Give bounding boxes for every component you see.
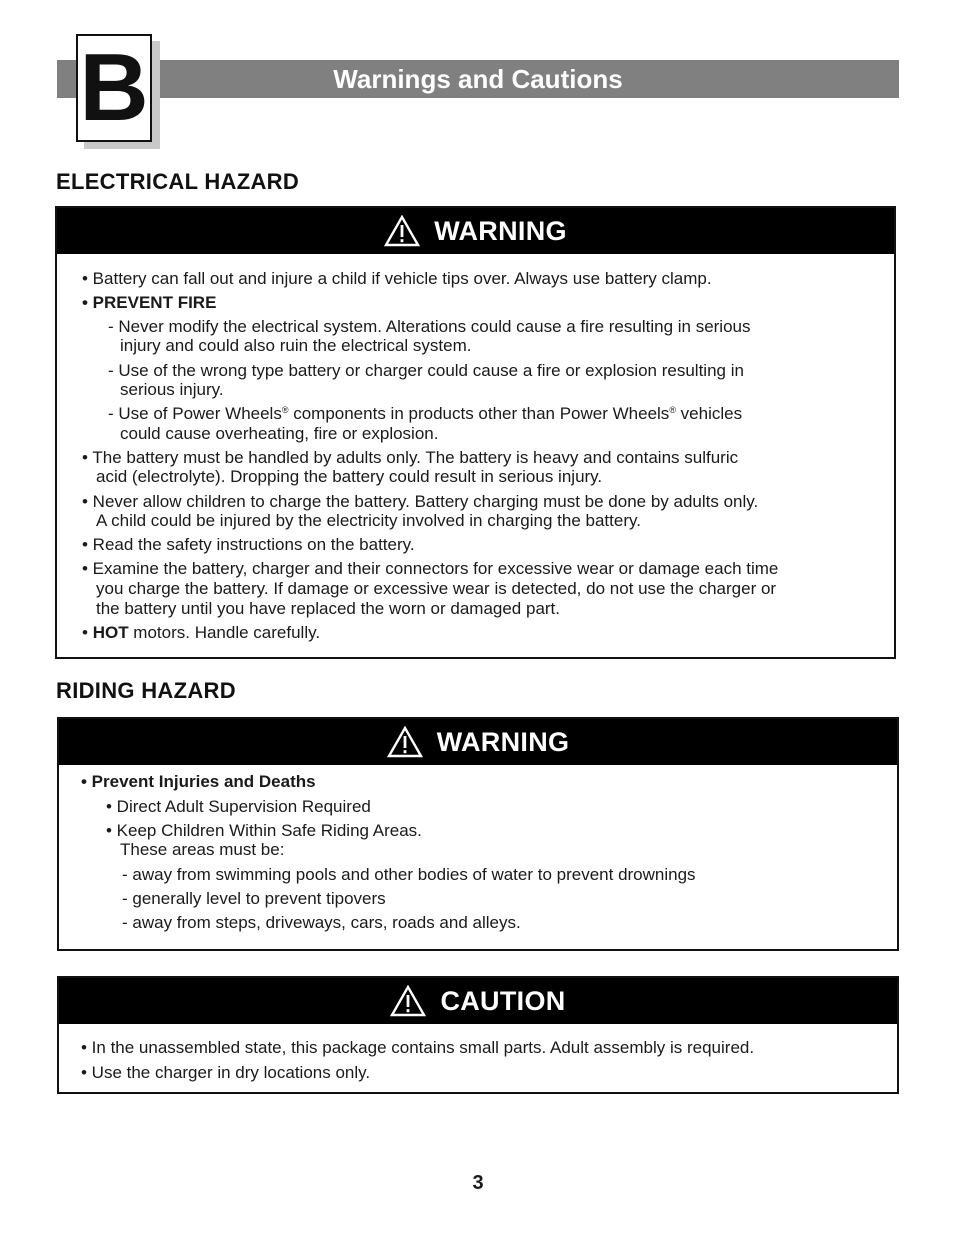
list-item: • Examine the battery, charger and their connectors for excessive wear or damage each time	[82, 559, 779, 578]
page-number: 3	[472, 1172, 484, 1194]
section-letter: B	[79, 34, 149, 141]
warning-triangle-icon	[390, 985, 426, 1017]
list-item: serious injury.	[120, 380, 224, 399]
list-item: • Direct Adult Supervision Required	[106, 797, 371, 816]
warning-triangle-icon	[387, 726, 423, 758]
list-item: • In the unassembled state, this package contains small parts. Adult assembly is required.	[81, 1038, 755, 1057]
electrical-warning-box	[55, 206, 896, 659]
text-run: components in products other than Power Wheels	[288, 404, 670, 423]
riding-warning-box	[57, 717, 899, 951]
list-item: injury and could also ruin the electrical system.	[120, 336, 472, 355]
list-item	[82, 623, 894, 643]
caution-header	[59, 978, 897, 1024]
text-run: - Use of Power Wheels	[108, 404, 282, 423]
list-item: • Use the charger in dry locations only.	[81, 1063, 371, 1082]
warning-label: WARNING	[436, 726, 570, 757]
list-item: • Battery can fall out and injure a child if vehicle tips over. Always use battery clamp.	[82, 269, 712, 288]
list-item: - Use of the wrong type battery or charger could cause a fire or explosion resulting in	[108, 361, 744, 380]
list-item: - Never modify the electrical system. Alterations could cause a fire resulting in serious	[108, 317, 751, 336]
caution-box	[57, 976, 899, 1094]
list-item: acid (electrolyte). Dropping the battery could result in serious injury.	[96, 467, 603, 486]
caution-label: CAUTION	[440, 985, 566, 1016]
riding-hazard-heading: RIDING HAZARD	[56, 678, 236, 703]
list-item: • Read the safety instructions on the battery.	[82, 535, 415, 554]
registered-mark: ®	[281, 405, 289, 415]
list-item: • Never allow children to charge the battery. Battery charging must be done by adults only.	[82, 492, 759, 511]
list-item: • Keep Children Within Safe Riding Areas.	[106, 821, 422, 840]
list-item: • PREVENT FIRE	[82, 293, 217, 312]
section-letter-box	[76, 34, 152, 142]
list-item: you charge the battery. If damage or excessive wear is detected, do not use the charger or	[96, 579, 777, 598]
list-item: the battery until you have replaced the worn or damaged part.	[96, 599, 561, 618]
text-run: HOT	[92, 623, 129, 642]
electrical-hazard-heading: ELECTRICAL HAZARD	[56, 169, 300, 194]
electrical-warning-header	[57, 208, 894, 254]
list-item: - away from steps, driveways, cars, roads and alleys.	[122, 913, 521, 932]
list-item: These areas must be:	[120, 840, 285, 859]
text-run: •	[82, 623, 93, 642]
text-run: motors. Handle carefully.	[128, 623, 321, 642]
riding-warning-header	[59, 719, 897, 765]
page-title: Warnings and Cautions	[333, 64, 623, 94]
list-item: - generally level to prevent tipovers	[122, 889, 386, 908]
list-item: • The battery must be handled by adults only. The battery is heavy and contains sulfuric	[82, 448, 739, 467]
text-run: vehicles	[675, 404, 743, 423]
list-item: could cause overheating, fire or explosion.	[120, 424, 439, 443]
registered-mark: ®	[669, 405, 676, 415]
list-item	[108, 404, 894, 424]
warning-label: WARNING	[434, 215, 567, 246]
list-item: A child could be injured by the electricity involved in charging the battery.	[96, 511, 641, 530]
warning-triangle-icon	[384, 215, 420, 247]
list-item: • Prevent Injuries and Deaths	[81, 772, 316, 791]
list-item: - away from swimming pools and other bodies of water to prevent drownings	[122, 865, 696, 884]
